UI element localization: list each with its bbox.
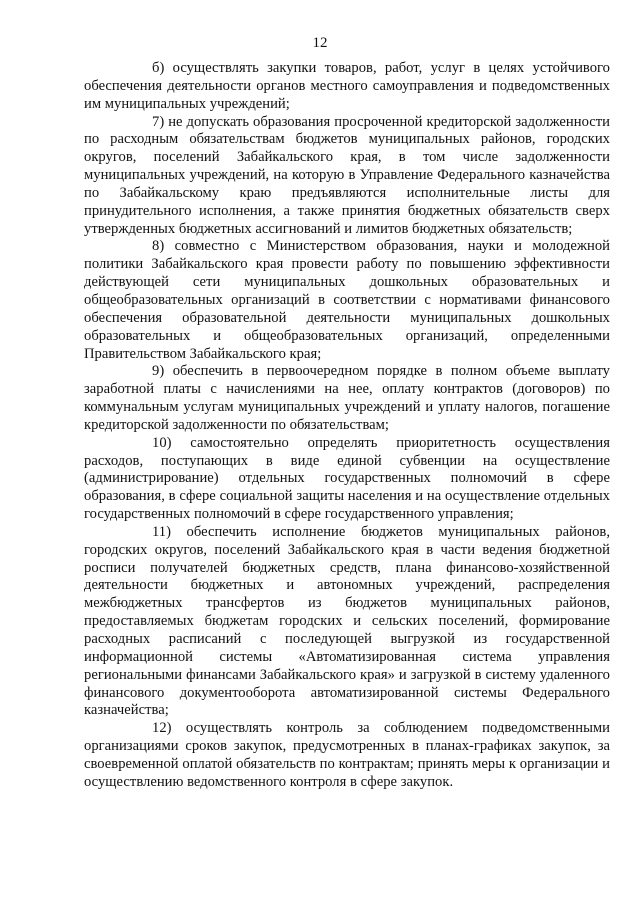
paragraph-item-b: б) осуществлять закупки товаров, работ, услуг в целях устойчивого обеспечения деятельности органов местного самоуправления и подведомственных им муниципальных учреждений; xyxy=(84,60,610,112)
paragraph-item-7: 7) не допускать образования просроченной кредиторской задолженности по расходным обязательствам бюджетов муниципальных районов, городских округов, поселений Забайкальского края, в том числе задолженности муниципальных учреждений, на которую в Управление Федерального казначейства по Забайкальскому краю предъявляются исполнительные листы для принудительного исполнения, а также принятия бюджетных обязательств сверх утвержденных бюджетных ассигнований и лимитов бюджетных обязательств; xyxy=(84,113,610,237)
paragraph-item-12: 12) осуществлять контроль за соблюдением подведомственными организациями сроков закупок, предусмотренных в планах-графиках закупок, за своевременной оплатой обязательств по контрактам; принять меры к организации и осуществлению ведомственного контроля в сфере закупок. xyxy=(84,720,610,790)
paragraph-item-10: 10) самостоятельно определять приоритетность осуществления расходов, поступающих в виде единой субвенции на осуществление (администрирование) отдельных государственных полномочий в сфере образования, в сфере социальной защиты населения и на осуществление отдельных государственных полномочий в сфере государственного управления; xyxy=(84,434,610,523)
paragraph-item-11: 11) обеспечить исполнение бюджетов муниципальных районов, городских округов, поселений Забайкальского края в части ведения бюджетной росписи получателей бюджетных средств, плана финансово-хозяйственной деятельности бюджетных и автономных учреждений, распределения межбюджетных трансфертов из бюджетов муниципальных районов, предоставляемых бюджетам городских и сельских поселений, формирование расходных расписаний с последующей выгрузкой из государственной информационной системы «Автоматизированная система управления региональными финансами Забайкальского края» и загрузкой в систему удаленного финансового документооборота автоматизированной системы Федерального казначейства; xyxy=(84,523,610,719)
paragraph-item-9: 9) обеспечить в первоочередном порядке в полном объеме выплату заработной платы с начислениями на нее, оплату контрактов (договоров) по коммунальным услугам муниципальных учреждений и уплату налогов, погашение кредиторской задолженности по обязательствам; xyxy=(84,363,610,433)
paragraph-item-8: 8) совместно с Министерством образования, науки и молодежной политики Забайкальского края провести работу по повышению эффективности действующей сети муниципальных дошкольных образовательных и общеобразовательных организаций в соответствии с нормативами финансового обеспечения образовательной деятельности муниципальных дошкольных образовательных и общеобразовательных организаций, определенными Правительством Забайкальского края; xyxy=(84,238,610,362)
page-number: 12 xyxy=(312,35,328,51)
document-body xyxy=(84,60,610,792)
